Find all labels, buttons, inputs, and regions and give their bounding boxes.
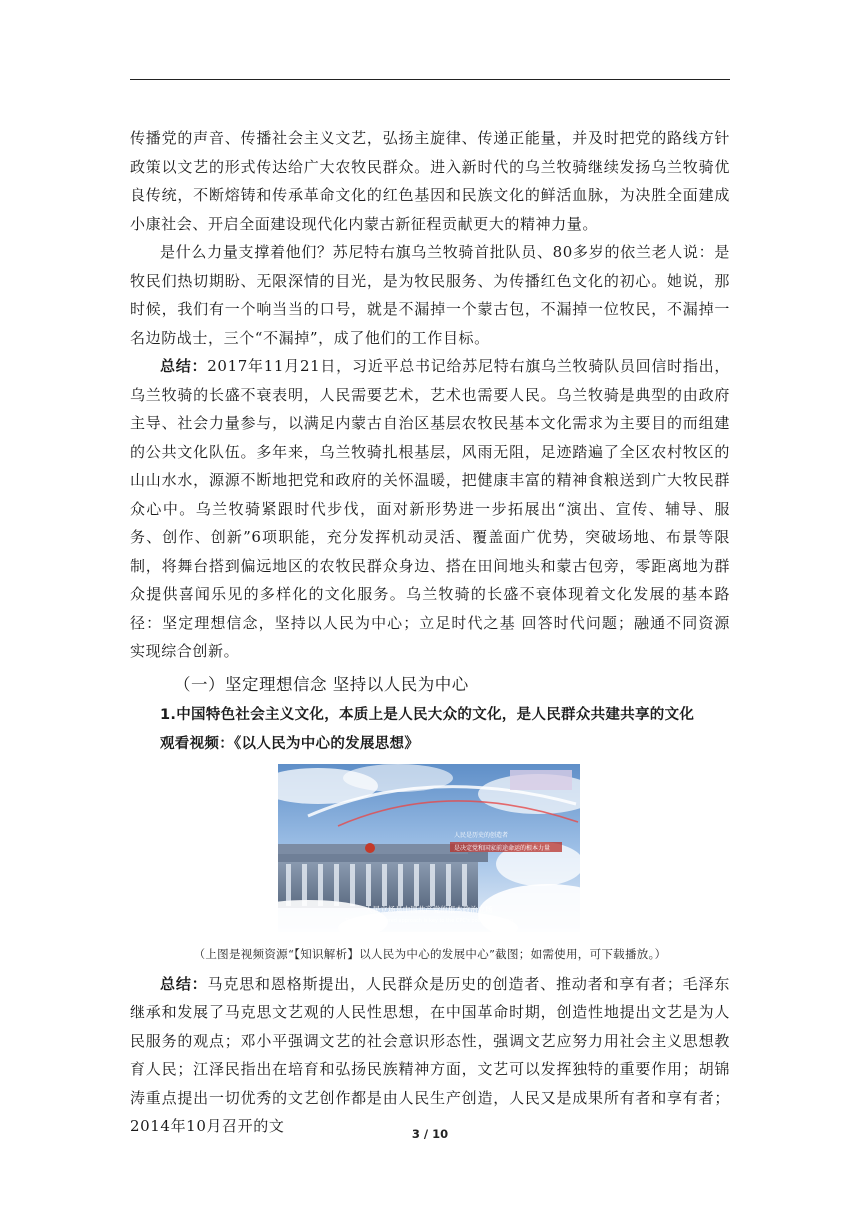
section-heading: （一）坚定理想信念 坚持以人民为中心 bbox=[174, 674, 469, 694]
header-rule bbox=[130, 79, 730, 80]
paragraph-2: 是什么力量支撑着他们？苏尼特右旗乌兰牧骑首批队员、80多岁的依兰老人说：是牧民们热切期盼、无限深情的目光，是为牧民服务、为传播红色文化的初心。她说，那时候，我们有一个响当当的口号，就是不漏掉一个蒙古包，不漏掉一位牧民，不漏掉一名边防战士，三个“不漏掉”，成了他们的工作目标。 bbox=[130, 243, 730, 347]
video-screenshot-illustration bbox=[278, 764, 580, 932]
paragraph-3 bbox=[130, 352, 730, 666]
paragraph-1: 传播党的声音、传播社会主义文艺，弘扬主旋律、传递正能量，并及时把党的路线方针政策以文艺的形式传达给广大农牧民群众。进入新时代的乌兰牧骑继续发扬乌兰牧骑优良传统，不断熔铸和传承革命文化的红色基因和民族文化的鲜活血脉，为决胜全面建成小康社会、开启全面建设现代化内蒙古新征程贡献更大的精神力量。 bbox=[130, 129, 730, 233]
overlay-text-1: 人民是历史的创造者 bbox=[454, 831, 509, 839]
subtitle-chinese: 人民立场是中国共产党的根本政治立场 bbox=[365, 904, 493, 914]
summary-label: 总结： bbox=[160, 357, 208, 375]
figure-caption: （上图是视频资源“【知识解析】以人民为中心的发展中心”截图；如需使用，可下载播放。） bbox=[193, 946, 667, 961]
subheading: 1.中国特色社会主义文化，本质上是人民大众的文化，是人民群众共建共享的文化 bbox=[160, 706, 695, 723]
video-title: 观看视频：《以人民为中心的发展思想》 bbox=[160, 735, 420, 752]
paragraph-4 bbox=[130, 970, 730, 1141]
subtitle-english: The people-centered approach is key to the CPC's political thinking bbox=[345, 917, 513, 924]
paragraph-4-text: 马克思和恩格斯提出，人民群众是历史的创造者、推动者和享有者；毛泽东继承和发展了马克思文艺观的人民性思想，在中国革命时期，创造性地提出文艺是为人民服务的观点；邓小平强调文艺的社会意识形态性，强调文艺应努力用社会主义思想教育人民；江泽民指出在培育和弘扬民族精神方面，文艺可以发挥独特的重要作用；胡锦涛重点提出一切优秀的文艺创作都是由人民生产创造，人民又是成果所有者和享有者；2014年10月召开的文 bbox=[130, 974, 730, 1135]
paragraph-3-text: 2017年11月21日，习近平总书记给苏尼特右旗乌兰牧骑队员回信时指出，乌兰牧骑的长盛不衰表明，人民需要艺术，艺术也需要人民。乌兰牧骑是典型的由政府主导、社会力量参与，以满足内蒙古自治区基层农牧民基本文化需求为主要目的而组建的公共文化队伍。多年来，乌兰牧骑扎根基层，风雨无阻，足迹踏遍了全区农村牧区的山山水水，源源不断地把党和政府的关怀温暖，把健康丰富的精神食粮送到广大牧民群众心中。乌兰牧骑紧跟时代步伐，面对新形势进一步拓展出“演出、宣传、辅导、服务、创作、创新”6项职能，充分发挥机动灵活、覆盖面广优势，突破场地、布景等限制，将舞台搭到偏远地区的农牧民群众身边、搭在田间地头和蒙古包旁，零距离地为群众提供喜闻乐见的多样化的文化服务。乌兰牧骑的长盛不衰体现着文化发展的基本路径：坚定理想信念，坚持以人民为中心；立足时代之基 回答时代问题；融通不同资源 实现综合创新。 bbox=[130, 357, 730, 660]
page-number: 3 / 10 bbox=[411, 1127, 449, 1141]
page-content bbox=[130, 124, 730, 1141]
summary-label-2: 总结： bbox=[160, 974, 208, 993]
video-screenshot bbox=[278, 764, 580, 932]
overlay-text-2: 是决定党和国家前途命运的根本力量 bbox=[454, 844, 551, 852]
